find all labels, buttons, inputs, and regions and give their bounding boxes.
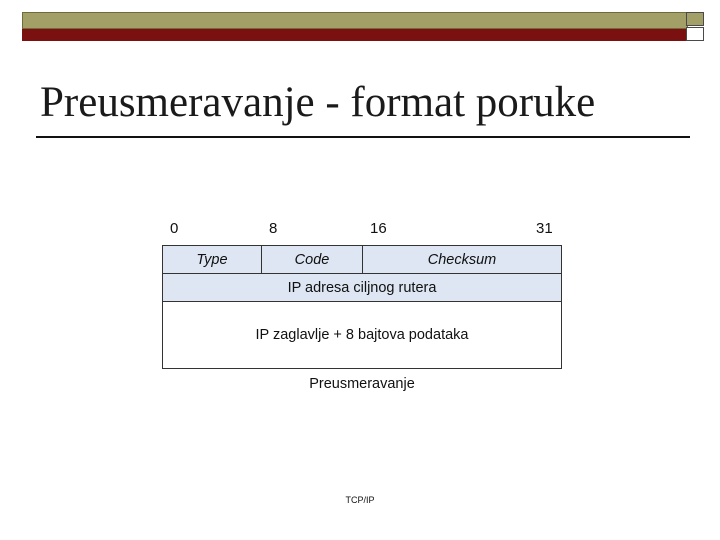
- checksum-field: Checksum: [427, 251, 497, 268]
- redirect-message-format: [162, 245, 562, 369]
- header-band: [22, 12, 688, 41]
- header-square-white: [686, 27, 704, 41]
- bit-label-31: 31: [536, 220, 553, 237]
- bit-label-16: 16: [370, 220, 387, 237]
- slide-footer: TCP/IP: [345, 495, 375, 505]
- bit-label-8: 8: [269, 220, 278, 237]
- header-band-maroon: [22, 29, 688, 41]
- header-square-olive: [686, 12, 704, 26]
- header-squares: [686, 12, 706, 41]
- bit-label-0: 0: [170, 220, 179, 237]
- slide-title: Preusmeravanje - format poruke: [40, 79, 596, 126]
- router-address-field: IP adresa ciljnog rutera: [163, 274, 561, 302]
- title-underline: [36, 136, 690, 138]
- header-band-olive: [22, 12, 688, 29]
- header-row: [163, 246, 561, 274]
- ip-header-data-field: IP zaglavlje + 8 bajtova podataka: [163, 302, 561, 368]
- diagram-caption: Preusmeravanje: [309, 376, 415, 392]
- code-field: Code: [262, 246, 363, 273]
- type-field: Type: [163, 246, 262, 273]
